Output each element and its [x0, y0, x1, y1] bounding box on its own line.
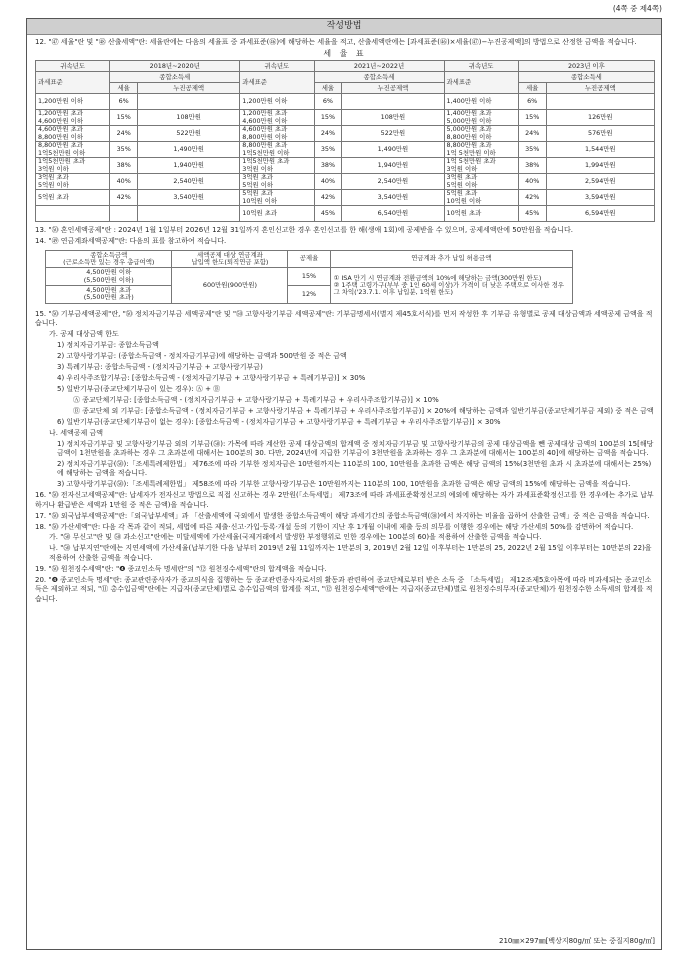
item-15: 15. "㊿ 기부금세액공제"란, "㊿ 정치자금기부금 세액공제"란 및 "㊿ 고향사랑기부금 세액공제"란: 기부금명세서(별지 제45호서식)를 먼저 작성한 후 기부금 유형별로 공제 대상금액과 세액공제 금액을 적습니다.: [35, 309, 653, 328]
item-18-ga: 가. "㊿ 무신고"란 및 ㊿ 과소신고"란에는 미달세액에 가산세율(국제거래에서 발생한 부정행위로 인한 경우에는 100분의 60)을 적용하여 산출한 금액을 적습니다.: [49, 533, 542, 542]
tax-rate-2: 35%: [314, 142, 342, 158]
base-label-2: 과세표준: [240, 72, 314, 94]
tax-base-2: 5억원 초과 10억원 이하: [240, 190, 314, 206]
tax-base-2: 1,200만원 이하: [240, 94, 314, 110]
pension-extra: [330, 268, 572, 303]
deduction-label-3: 누진공제액: [546, 83, 654, 94]
tax-rate-3: 40%: [518, 174, 546, 190]
pension-header-row: [46, 250, 573, 268]
tax-base-1: 3억원 초과 5억원 이하: [36, 174, 110, 190]
item-17: 17. "㊿ 외국납부세액공제"란:「외국납부세액」과 「산출세액에 국외에서 발생한 종합소득금액이 해당 과세기간의 종합소득금액(㊳)에서 차지하는 비율을 곱하여 산출한 금액」중 적은 금액을 적습니다.: [35, 511, 650, 520]
section-title: 작성방법: [27, 19, 661, 35]
tax-deduction-1: 1,940만원: [138, 158, 240, 174]
tax-deduction-2: 108만원: [342, 110, 444, 126]
tax-rate-2: 15%: [314, 110, 342, 126]
tax-rate-1: 24%: [110, 126, 138, 142]
tax-deduction-3: 576만원: [546, 126, 654, 142]
pension-h-rate: 공제율: [288, 250, 330, 268]
tax-base-2: 3억원 초과 5억원 이하: [240, 174, 314, 190]
tax-row: [36, 190, 655, 206]
tax-row: [36, 206, 655, 222]
item-15-ga-4: 4) 우리사주조합기부금: [종합소득금액 - (정치자금기부금 + 고향사랑기부금 + 특례기부금)] × 30%: [57, 373, 366, 382]
tax-rate-1: 40%: [110, 174, 138, 190]
tax-base-3: 10억원 초과: [444, 206, 518, 222]
tax-deduction-1: 2,540만원: [138, 174, 240, 190]
tax-deduction-3: 6,594만원: [546, 206, 654, 222]
tax-base-3: 1,400만원 초과 5,000만원 이하: [444, 110, 518, 126]
tax-base-3: 1,400만원 이하: [444, 94, 518, 110]
income-label-3: 종합소득세: [518, 72, 654, 83]
item-15-ga-title: 가. 공제 대상금액 한도: [49, 330, 119, 339]
pension-table: [45, 250, 573, 304]
pension-extra-2: ② 1주택 고령가구(부부 중 1인 60세 이상)가 가격이 더 낮은 주택으로 이사한 경우 그 차익('23.7.1. 이후 납입분, 1억원 한도): [333, 280, 564, 297]
base-label-3: 과세표준: [444, 72, 518, 94]
tax-rate-3: 15%: [518, 110, 546, 126]
tax-rate-3: 6%: [518, 94, 546, 110]
tax-base-3: 8,800만원 초과 1억 5천만원 이하: [444, 142, 518, 158]
base-label-1: 과세표준: [36, 72, 110, 94]
tax-base-3: 3억원 초과 5억원 이하: [444, 174, 518, 190]
document-frame: [26, 18, 662, 950]
tax-table-title: 세 율 표: [323, 49, 367, 59]
tax-base-1: 5억원 초과: [36, 190, 110, 206]
tax-row: [36, 94, 655, 110]
tax-base-3: 5,000만원 초과 8,800만원 이하: [444, 126, 518, 142]
period-1: 2018년~2020년: [110, 61, 240, 72]
item-15-ga-2: 2) 고향사랑기부금: (종합소득금액 - 정치자금기부금)에 해당하는 금액과 500만원 중 적은 금액: [57, 352, 347, 361]
belong-label-1: 귀속년도: [36, 61, 110, 72]
tax-rate-2: 24%: [314, 126, 342, 142]
item-15-ga-5a: Ⓐ 종교단체기부금: [종합소득금액 - (정치자금기부금 + 고향사랑기부금 + 특례기부금 + 우리사주조합기부금)] × 10%: [73, 395, 439, 404]
pension-income-1: 4,500만원 이하 (5,500만원 이하): [46, 268, 172, 286]
tax-rate-1: 35%: [110, 142, 138, 158]
tax-table-header-row-3: [36, 83, 655, 94]
tax-base-1: 1,200만원 초과 4,600만원 이하: [36, 110, 110, 126]
deduction-label-2: 누진공제액: [342, 83, 444, 94]
tax-base-2: 1,200만원 초과 4,600만원 이하: [240, 110, 314, 126]
item-18-na: 나. "㊿ 납부지연"란에는 지연세액에 가산세율(납부기한 다음 날부터 2019년 2월 11일까지는 1만분의 3, 2019년 2월 12일 이후부터는 1만분의 25, 2022년 2월 15일 이후부터는 10만분의 22)을 적용하여 산출한 금액을 적습니다.: [49, 544, 652, 562]
pension-row-1: [46, 268, 573, 286]
tax-rate-2: 6%: [314, 94, 342, 110]
rate-label-2: 세율: [314, 83, 342, 94]
period-2: 2021년~2022년: [314, 61, 444, 72]
tax-row: [36, 174, 655, 190]
paper-spec-footer: 210㎜×297㎜[백상지80g/㎡ 또는 중질지80g/㎡]: [498, 936, 655, 945]
tax-deduction-3: 1,994만원: [546, 158, 654, 174]
tax-deduction-1: 3,540만원: [138, 190, 240, 206]
tax-rate-1: 15%: [110, 110, 138, 126]
item-15-ga-1: 1) 정치자금기부금: 종합소득금액: [57, 341, 159, 350]
tax-deduction-1: 522만원: [138, 126, 240, 142]
item-13: 13. "㊿ 혼인세액공제"란 : 2024년 1월 1일부터 2026년 12월 31일까지 혼인신고한 경우 혼인신고를 한 해(생애 1회)에 공제받을 수 있으며, 공제세액란에 50만원을 적습니다.: [35, 226, 573, 235]
tax-deduction-3: 2,594만원: [546, 174, 654, 190]
tax-table-header-row-1: [36, 61, 655, 72]
pension-income-2: 4,500만원 초과 (5,500만원 초과): [46, 286, 172, 304]
item-15-na-title: 나. 세액공제 금액: [49, 428, 104, 437]
tax-deduction-2: 2,540만원: [342, 174, 444, 190]
tax-rate-1: 6%: [110, 94, 138, 110]
rate-label-1: 세율: [110, 83, 138, 94]
tax-base-1: 1,200만원 이하: [36, 94, 110, 110]
pension-h-income: 종합소득금액 (근로소득만 있는 경우 총급여액): [46, 250, 172, 268]
tax-base-2: 1억5천만원 초과 3억원 이하: [240, 158, 314, 174]
pension-h-limit: 세액공제 대상 연금계좌 납입액 한도(퇴직연금 포함): [172, 250, 288, 268]
tax-row: [36, 126, 655, 142]
tax-row: [36, 110, 655, 126]
tax-table-header-row-2: [36, 72, 655, 83]
tax-rate-2: 42%: [314, 190, 342, 206]
tax-base-2: 8,800만원 초과 1억5천만원 이하: [240, 142, 314, 158]
item-15-na-3: 3) 고향사랑기부금(㊿):「조세특례제한법」 제58조에 따라 기부한 고향사랑기부금은 10만원까지는 110분의 100, 10만원을 초과한 금액은 해당 금액의 15%에 해당하는 금액을 적습니다.: [57, 480, 631, 489]
item-15-na-1: 1) 정치자금기부금 및 고향사랑기부금 외의 기부금(㊿): 가목에 따라 계산한 공제 대상금액의 합계액 중 정치자금기부금 및 고향사랑기부금의 공제 대상금액을 뺀 공제대상 금액의 100분의 15[해당 금액이 1천만원을 초과하는 경우 그 초과분에 대해서는 100분의 30. 다만, 2024년에 지급한 기부금이 3천만원을 초과하는 경우 그 초과분에 대해서는 100분의 40]에 해당하는 금액을 적습니다.: [57, 439, 654, 457]
deduction-label-1: 누진공제액: [138, 83, 240, 94]
tax-rate-3: 24%: [518, 126, 546, 142]
item-15-ga-5: 5) 일반기부금(종교단체기부금이 있는 경우): Ⓐ + Ⓑ: [57, 384, 221, 393]
item-16: 16. "㊿ 전자신고세액공제"란: 납세자가 전자신고 방법으로 직접 신고하는 경우 2만원(「소득세법」 제73조에 따라 과세표준확정신고의 예외에 해당하는 자가 과세표준확정신고를 한 경우에는 추가로 납부하거나 환급받은 세액과 1만원 중 적은 금액)을 적습니다.: [35, 491, 654, 509]
tax-base-2: 4,600만원 초과 8,800만원 이하: [240, 126, 314, 142]
tax-rate-2: 38%: [314, 158, 342, 174]
page-number: (4쪽 중 제4쪽): [612, 4, 662, 13]
tax-rate-2: 45%: [314, 206, 342, 222]
tax-deduction-1: 108만원: [138, 110, 240, 126]
item-15-ga-3: 3) 특례기부금: 종합소득금액 - (정치자금기부금 + 고향사랑기부금): [57, 362, 263, 371]
tax-rate-3: 42%: [518, 190, 546, 206]
pension-rate-2: 12%: [288, 286, 330, 304]
tax-deduction-2: 3,540만원: [342, 190, 444, 206]
tax-rate-1: [110, 206, 138, 222]
tax-base-3: 1억 5천만원 초과 3억원 이하: [444, 158, 518, 174]
tax-deduction-2: [342, 94, 444, 110]
period-3: 2023년 이후: [518, 61, 654, 72]
belong-label-2: 귀속년도: [240, 61, 314, 72]
income-label-2: 종합소득세: [314, 72, 444, 83]
tax-deduction-2: 6,540만원: [342, 206, 444, 222]
pension-rate-1: 15%: [288, 268, 330, 286]
pension-limit: 600만원(900만원): [172, 268, 288, 303]
tax-base-1: [36, 206, 110, 222]
tax-base-1: 1억5천만원 초과 3억원 이하: [36, 158, 110, 174]
tax-deduction-3: 1,544만원: [546, 142, 654, 158]
income-label-1: 종합소득세: [110, 72, 240, 83]
tax-deduction-3: [546, 94, 654, 110]
tax-deduction-3: 126만원: [546, 110, 654, 126]
pension-h-extra: 연금계좌 추가 납입 허용금액: [330, 250, 572, 268]
item-15-na-2: 2) 정치자금기부금(㊿):「조세특례제한법」 제76조에 따라 기부한 정치자금은 10만원까지는 110분의 100, 10만원을 초과한 금액은 해당 금액의 15%(3천만원 초과 시 초과분에 대해서는 25%)에 해당하는 금액을 적습니다.: [57, 459, 652, 478]
item-19: 19. "㊿ 원천징수세액"란: "❹ 종교인소득 명세란"의 "⑫ 원천징수세액"란의 합계액을 적습니다.: [35, 564, 327, 573]
item-12: 12. "㊼ 세율"란 및 "㊽ 산출세액"란: 세율란에는 다음의 세율표 중 과세표준(㊻)에 해당하는 세율을 적고, 산출세액란에는 [과세표준(㊻)×세율(㊼)−누진공제액]의 방법으로 산정한 금액을 적습니다.: [35, 38, 637, 46]
tax-deduction-1: [138, 206, 240, 222]
tax-base-3: 5억원 초과 10억원 이하: [444, 190, 518, 206]
tax-deduction-2: 522만원: [342, 126, 444, 142]
item-14: 14. "㊾ 연금계좌세액공제"란: 다음의 표를 참고하여 적습니다.: [35, 237, 227, 246]
tax-deduction-1: 1,490만원: [138, 142, 240, 158]
tax-table-body: [36, 94, 655, 222]
tax-deduction-2: 1,490만원: [342, 142, 444, 158]
tax-rate-3: 35%: [518, 142, 546, 158]
tax-rate-3: 45%: [518, 206, 546, 222]
tax-rate-1: 42%: [110, 190, 138, 206]
item-15-ga-5b: Ⓑ 종교단체 외 기부금: [종합소득금액 - (정치자금기부금 + 고향사랑기부금 + 특례기부금 + 우리사주조합기부금)] × 20%에 해당하는 금액과 일반기부금(종교단체기부금 제외) 중 적은 금액: [73, 406, 654, 415]
tax-deduction-1: [138, 94, 240, 110]
tax-rate-3: 38%: [518, 158, 546, 174]
item-18: 18. "㊿ 가산세액"란: 다음 각 목과 같이 적되, 세법에 따른 제출·신고·가입·등록·개설 등의 기한이 지난 후 1개월 이내에 제출 등의 의무를 이행한 경우에는 해당 가산세의 50%를 감면하여 적습니다.: [35, 522, 634, 531]
tax-rate-table: [35, 60, 655, 222]
tax-rate-2: 40%: [314, 174, 342, 190]
tax-base-1: 8,800만원 초과 1억5천만원 이하: [36, 142, 110, 158]
tax-rate-1: 38%: [110, 158, 138, 174]
tax-row: [36, 158, 655, 174]
belong-label-3: 귀속년도: [444, 61, 518, 72]
item-20: 20. "❹ 종교인소득 명세"란: 종교관련종사자가 종교의식을 집행하는 등 종교관련종사자로서의 활동과 관련하여 종교단체로부터 받은 소득 중 「소득세법」 제12조제5호아목에 따라 비과세되는 종교인소득은 제외하고 적되, "⑪ 총수입금액"란에는 지급자(종교단체)별로 총수입금액의 합계를 적고, "⑫ 원천징수세액"란에는 지급자(종교단체)별로 원천징수의무자(종교단체)가 원천징수한 소득세의 합계를 적습니다.: [35, 575, 653, 603]
tax-deduction-3: 3,594만원: [546, 190, 654, 206]
pension-extra-1: ① ISA 만기 시 연금계좌 전환금액의 10%에 해당하는 금액(300만원 한도): [333, 273, 542, 282]
item-15-ga-6: 6) 일반기부금(종교단체기부금이 없는 경우): [종합소득금액 - (정치자금기부금 + 고향사랑기부금 + 특례기부금 + 우리사주조합기부금)] × 30%: [57, 417, 501, 426]
tax-row: [36, 142, 655, 158]
instructions-body: [27, 35, 661, 604]
tax-deduction-2: 1,940만원: [342, 158, 444, 174]
rate-label-3: 세율: [518, 83, 546, 94]
tax-base-1: 4,600만원 초과 8,800만원 이하: [36, 126, 110, 142]
tax-base-2: 10억원 초과: [240, 206, 314, 222]
